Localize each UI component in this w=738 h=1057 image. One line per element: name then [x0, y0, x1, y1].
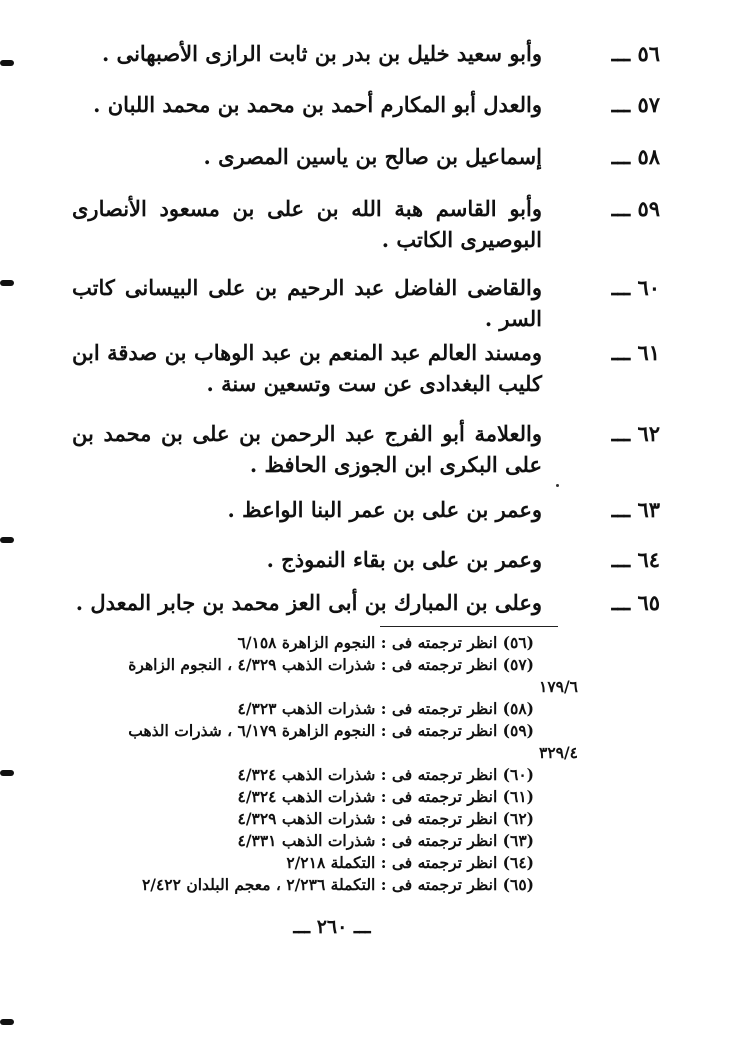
- entry-58: [72, 141, 660, 172]
- entry-59: [72, 193, 660, 255]
- entry-number: ٦٤ ـــ: [611, 547, 660, 572]
- entry-text: وعلى بن المبارك بن أبى العز محمد بن جابر المعدل .: [75, 590, 542, 615]
- footnote-56: (٥٦) انظر ترجمته فى : النجوم الزاهرة ٦/١٥٨: [237, 633, 534, 652]
- entry-text: وعمر بن على بن بقاء النموذج .: [266, 547, 542, 572]
- entry-64: [72, 544, 660, 575]
- footnote-60: (٦٠) انظر ترجمته فى : شذرات الذهب ٤/٣٢٤: [237, 765, 534, 784]
- entry-61: [72, 337, 660, 399]
- entry-number: ٥٩ ـــ: [611, 196, 660, 221]
- entry-63: [72, 494, 660, 525]
- entry-number: ٥٦ ـــ: [611, 41, 660, 66]
- footnote-64: (٦٤) انظر ترجمته فى : التكملة ٢/٢١٨: [286, 853, 534, 872]
- entry-number: ٦٣ ـــ: [611, 497, 660, 522]
- entry-text: وعمر بن على بن عمر البنا الواعظ .: [227, 497, 542, 522]
- entry-number: ٦٥ ـــ: [611, 590, 660, 615]
- scan-speck: [556, 484, 559, 487]
- entry-number: ٦٢ ـــ: [611, 421, 660, 446]
- page-number: ـــ ٢٦٠ ـــ: [293, 916, 371, 938]
- entry-text: وأبو القاسم هبة الله بن على بن مسعود الأنصارى البوصيرى الكاتب .: [72, 196, 542, 252]
- binding-mark: [0, 1019, 14, 1025]
- binding-mark: [0, 280, 14, 286]
- binding-mark: [0, 537, 14, 543]
- footnote-58: (٥٨) انظر ترجمته فى : شذرات الذهب ٤/٣٢٣: [237, 699, 534, 718]
- footnote-65: (٦٥) انظر ترجمته فى : التكملة ٢/٢٣٦ ، معجم البلدان ٢/٤٢٢: [141, 875, 534, 894]
- entry-number: ٦١ ـــ: [611, 340, 660, 365]
- footnote-62: (٦٢) انظر ترجمته فى : شذرات الذهب ٤/٣٢٩: [237, 809, 534, 828]
- footnote-57: (٥٧) انظر ترجمته فى : شذرات الذهب ٤/٣٢٩ ، النجوم الزاهرة: [128, 655, 534, 674]
- entry-number: ٦٠ ـــ: [611, 275, 660, 300]
- entry-text: والعلامة أبو الفرج عبد الرحمن بن على بن محمد بن على البكرى ابن الجوزى الحافظ .: [72, 421, 542, 477]
- entry-57: [72, 89, 660, 120]
- footnote-61: (٦١) انظر ترجمته فى : شذرات الذهب ٤/٣٢٤: [237, 787, 534, 806]
- binding-mark: [0, 770, 14, 776]
- binding-mark: [0, 60, 14, 66]
- entry-text: وأبو سعيد خليل بن بدر بن ثابت الرازى الأصبهانى .: [101, 41, 542, 66]
- entry-60: [72, 272, 660, 334]
- footnote-separator: [380, 626, 558, 627]
- entry-62: [72, 418, 660, 480]
- footnote-59-continued: ٣٢٩/٤: [539, 743, 578, 762]
- entry-56: [72, 38, 660, 69]
- entry-65: [72, 587, 660, 618]
- footnote-63: (٦٣) انظر ترجمته فى : شذرات الذهب ٤/٣٣١: [237, 831, 534, 850]
- footnote-59: (٥٩) انظر ترجمته فى : النجوم الزاهرة ٦/١٧٩ ، شذرات الذهب: [128, 721, 534, 740]
- entry-text: والقاضى الفاضل عبد الرحيم بن على البيسانى كاتب السر .: [72, 275, 542, 331]
- entry-text: إسماعيل بن صالح بن ياسين المصرى .: [203, 144, 542, 169]
- footnote-57-continued: ١٧٩/٦: [539, 677, 578, 696]
- entry-number: ٥٧ ـــ: [611, 92, 660, 117]
- entry-text: والعدل أبو المكارم أحمد بن محمد بن محمد اللبان .: [93, 92, 542, 117]
- entry-text: ومسند العالم عبد المنعم بن عبد الوهاب بن صدقة ابن كليب البغدادى عن ست وتسعين سنة .: [72, 340, 542, 396]
- entry-number: ٥٨ ـــ: [611, 144, 660, 169]
